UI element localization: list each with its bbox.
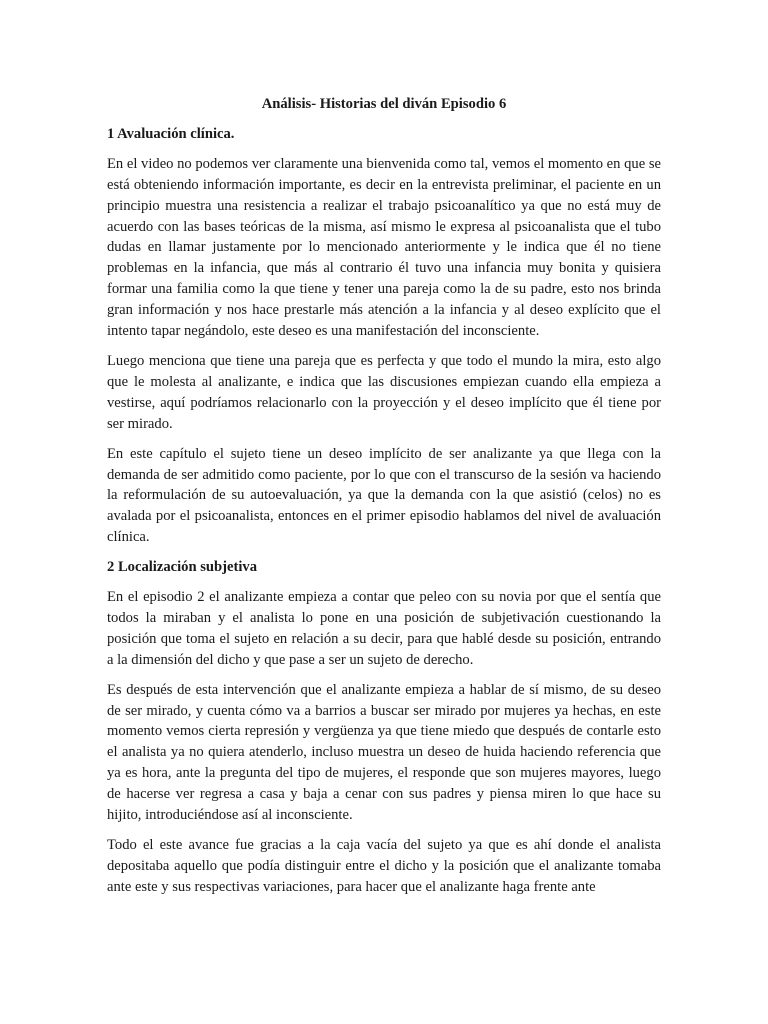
section-heading-avaluacion-clinica: 1 Avaluación clínica. [107,125,235,142]
paragraph: Luego menciona que tiene una pareja que es perfecta y que todo el mundo la mira, esto algo que le molesta al analizante, e indica que las discusiones empiezan cuando ella empieza a vestirse, aquí podríamos relacionarlo con la proyección y el deseo implícito que él tiene por ser mirado. [107,352,661,432]
document-title: Análisis- Historias del diván Episodio 6 [261,96,507,112]
paragraph: En este capítulo el sujeto tiene un deseo implícito de ser analizante ya que llega con la demanda de ser admitido como paciente, por lo que con el transcurso de la sesión va haciendo la reformulación de su autoevaluación, ya que la demanda con la que asistió (celos) no es avalada por el psicoanalista, entonces en el primer episodio hablamos del nivel de avaluación clínica. [107,445,661,546]
document-page [107,94,661,907]
paragraph: En el episodio 2 el analizante empieza a contar que peleo con su novia por que el sentía que todos la miraban y el analista lo pone en una posición de subjetivación cuestionando la posición que toma el sujeto en relación a su decir, para que hablé desde su posición, entrando a la dimensión del dicho y que pase a ser un sujeto de derecho. [107,589,661,668]
paragraph: En el video no podemos ver claramente una bienvenida como tal, vemos el momento en que se está obteniendo información importante, es decir en la entrevista preliminar, el paciente en un principio muestra una resistencia a realizar el trabajo psicoanalítico ya que no está muy de acuerdo con las bases teóricas de la misma, así mismo le expresa al psicoanalista que el tubo dudas en llamar justamente por lo mencionado anteriormente y le indica que él no tiene problemas en la infancia, que más al contrario él tuvo una infancia muy bonita y quisiera formar una familia como la que tiene y tener una pareja como la de su padre, esto nos brinda gran información y nos hace prestarle más atención a la infancia y al deseo explícito que el intento tapar negándolo, este deseo es una manifestación del inconsciente. [107,155,661,340]
paragraph: Todo el este avance fue gracias a la caja vacía del sujeto ya que es ahí donde el analista depositaba aquello que podía distinguir entre el dicho y la posición que el analizante tomaba ante este y sus respectivas variaciones, para hacer que el analizante haga frente ante [107,837,661,895]
section-heading-localizacion-subjetiva: 2 Localización subjetiva [107,559,257,576]
paragraph: Es después de esta intervención que el analizante empieza a hablar de sí mismo, de su deseo de ser mirado, y cuenta cómo va a barrios a buscar ser mirado por mujeres ya hechas, en este momento vemos cierta represión y vergüenza ya que tiene miedo que después de contarle esto el analista ya no quiera atenderlo, incluso muestra un deseo de huida haciendo referencia que ya es hora, ante la pregunta del tipo de mujeres, el responde que son mujeres mayores, luego de hacerse ver regresa a casa y baja a cenar con sus padres y piensa miren lo que hace su hijito, introduciéndose así al inconsciente. [107,681,661,824]
